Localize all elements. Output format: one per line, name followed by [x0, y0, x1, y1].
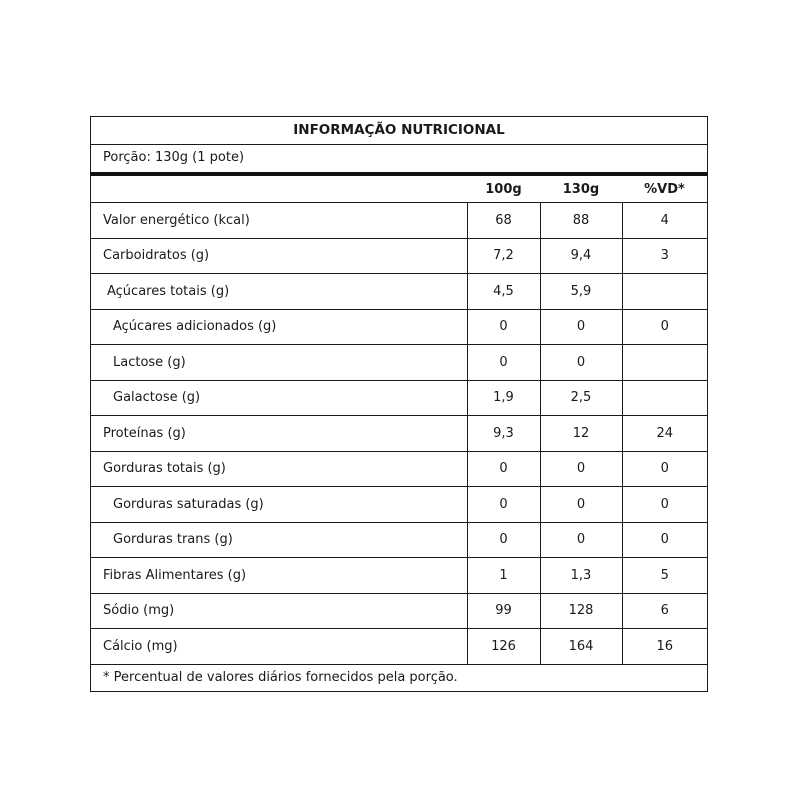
- nutrient-name: Gorduras totais (g): [91, 451, 467, 487]
- value-vd: 0: [622, 522, 707, 558]
- value-vd: 5: [622, 558, 707, 594]
- value-portion: 0: [540, 487, 622, 523]
- value-portion: 0: [540, 309, 622, 345]
- nutrient-name: Sódio (mg): [91, 593, 467, 629]
- nutrient-name: Proteínas (g): [91, 416, 467, 452]
- nutrient-row: [91, 416, 707, 452]
- value-portion: 164: [540, 629, 622, 664]
- nutrient-name: Lactose (g): [91, 345, 467, 381]
- value-100g: 7,2: [467, 238, 540, 274]
- footnote: * Percentual de valores diários fornecidos pela porção.: [91, 664, 707, 691]
- value-100g: 0: [467, 451, 540, 487]
- header-nutrient: [91, 176, 467, 203]
- value-100g: 0: [467, 345, 540, 381]
- nutrient-row: [91, 451, 707, 487]
- value-100g: 9,3: [467, 416, 540, 452]
- value-portion: 0: [540, 345, 622, 381]
- header-100g: 100g: [485, 181, 522, 197]
- nutrient-row: [91, 487, 707, 523]
- value-100g: 99: [467, 593, 540, 629]
- value-vd: 0: [622, 487, 707, 523]
- value-portion: 0: [540, 522, 622, 558]
- value-vd: 0: [622, 451, 707, 487]
- nutrient-name: Fibras Alimentares (g): [91, 558, 467, 594]
- nutrient-name: Cálcio (mg): [91, 629, 467, 664]
- nutrient-name: Valor energético (kcal): [91, 203, 467, 239]
- value-vd: [622, 274, 707, 310]
- nutrient-name: Gorduras trans (g): [91, 522, 467, 558]
- nutrient-row: [91, 203, 707, 239]
- nutrient-name: Açúcares totais (g): [91, 274, 467, 310]
- nutrient-name: Galactose (g): [91, 380, 467, 416]
- nutrient-row: [91, 345, 707, 381]
- value-100g: 0: [467, 309, 540, 345]
- nutrient-row: [91, 309, 707, 345]
- nutrient-row: [91, 274, 707, 310]
- value-100g: 68: [467, 203, 540, 239]
- value-vd: 3: [622, 238, 707, 274]
- nutrient-name: Gorduras saturadas (g): [91, 487, 467, 523]
- value-portion: 2,5: [540, 380, 622, 416]
- nutrient-row: [91, 629, 707, 664]
- value-100g: 1: [467, 558, 540, 594]
- value-vd: 16: [622, 629, 707, 664]
- nutrition-table: [91, 176, 707, 664]
- nutrient-name: Carboidratos (g): [91, 238, 467, 274]
- value-100g: 4,5: [467, 274, 540, 310]
- value-vd: [622, 345, 707, 381]
- nutrient-row: [91, 522, 707, 558]
- nutrition-facts-label: [90, 116, 708, 692]
- value-portion: 128: [540, 593, 622, 629]
- nutrient-row: [91, 558, 707, 594]
- nutrient-row: [91, 238, 707, 274]
- value-vd: 24: [622, 416, 707, 452]
- label-title: INFORMAÇÃO NUTRICIONAL: [91, 117, 707, 145]
- nutrient-row: [91, 593, 707, 629]
- value-portion: 0: [540, 451, 622, 487]
- header-row: [91, 176, 707, 203]
- header-portion: 130g: [562, 181, 600, 197]
- value-portion: 9,4: [540, 238, 622, 274]
- value-100g: 1,9: [467, 380, 540, 416]
- nutrient-row: [91, 380, 707, 416]
- value-vd: 4: [622, 203, 707, 239]
- value-100g: 0: [467, 487, 540, 523]
- value-vd: [622, 380, 707, 416]
- header-vd: %VD*: [644, 181, 685, 197]
- portion-size: Porção: 130g (1 pote): [103, 150, 245, 165]
- value-100g: 126: [467, 629, 540, 664]
- value-portion: 88: [540, 203, 622, 239]
- value-100g: 0: [467, 522, 540, 558]
- value-portion: 12: [540, 416, 622, 452]
- value-vd: 6: [622, 593, 707, 629]
- value-portion: 5,9: [540, 274, 622, 310]
- value-vd: 0: [622, 309, 707, 345]
- nutrient-name: Açúcares adicionados (g): [91, 309, 467, 345]
- value-portion: 1,3: [540, 558, 622, 594]
